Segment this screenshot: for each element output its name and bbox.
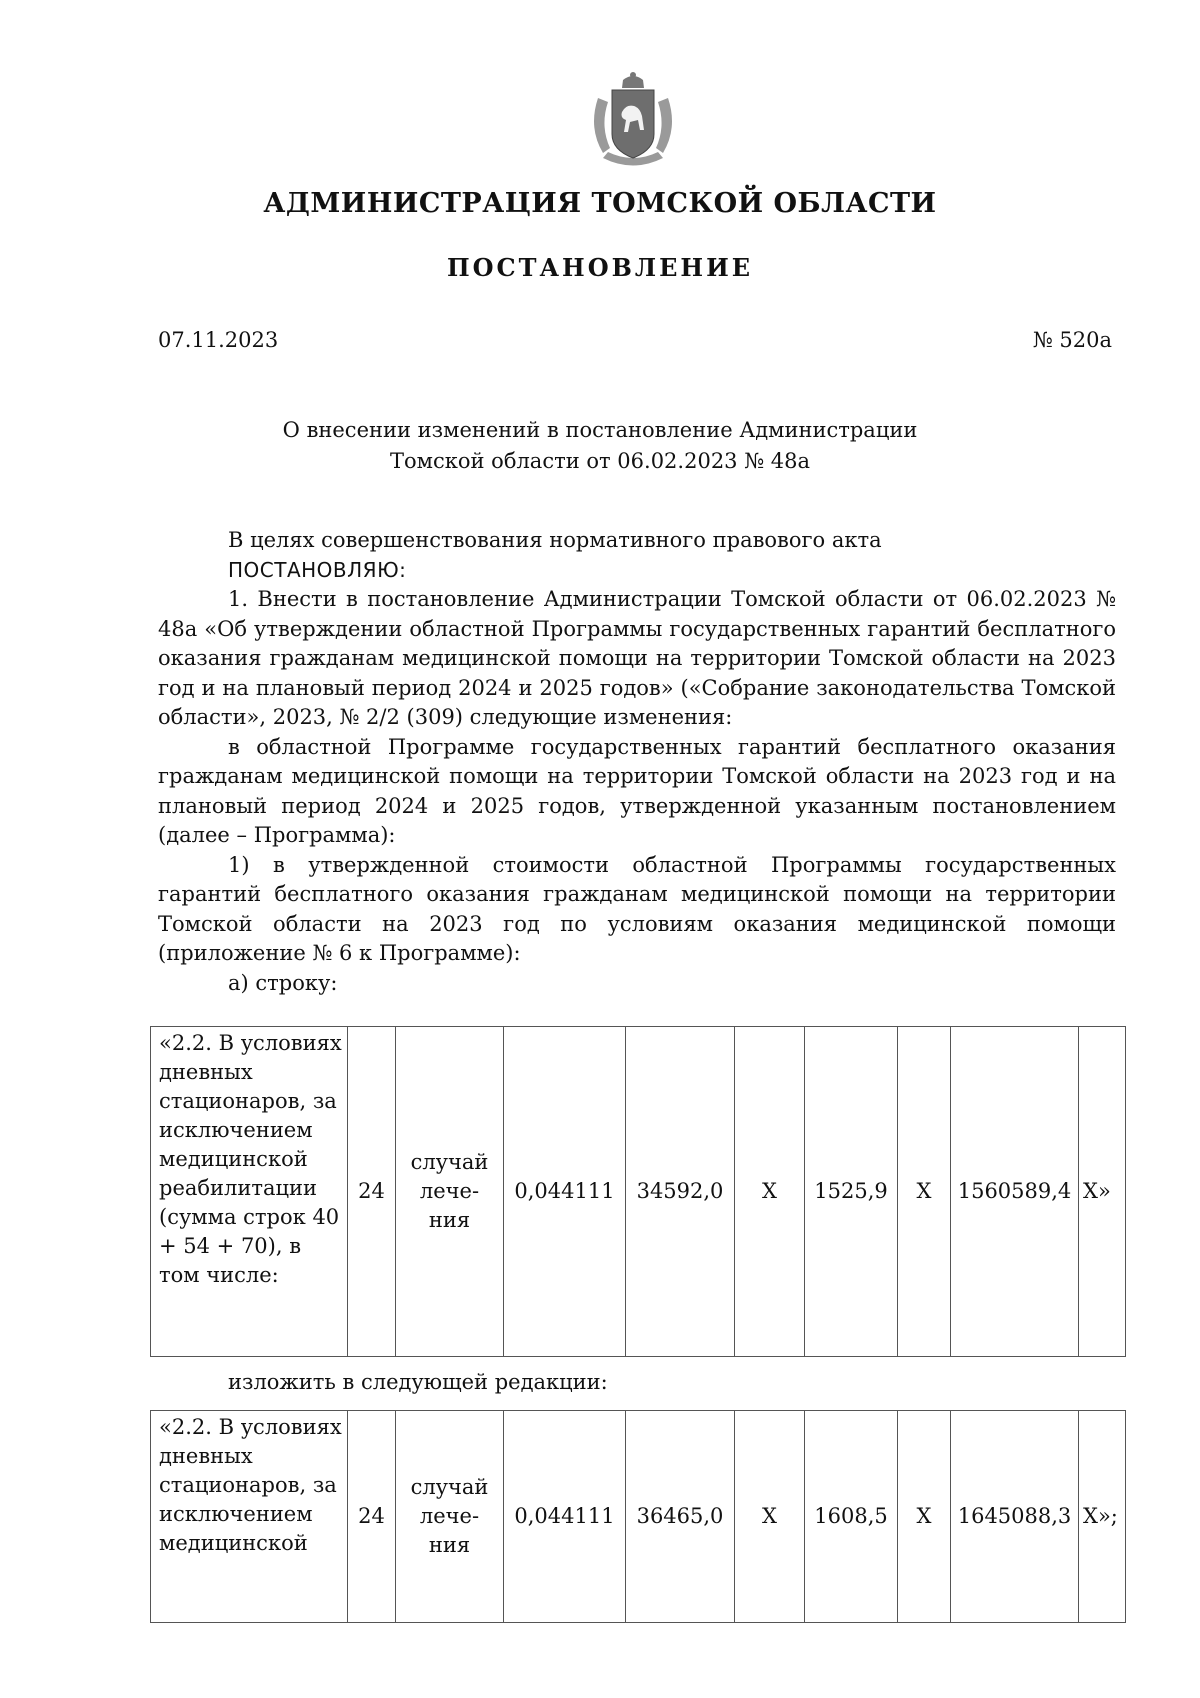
unit-cell: случай лече-ния xyxy=(396,1411,504,1623)
decree-heading: ПОСТАНОВЛЯЮ: xyxy=(228,557,407,582)
new-row-table xyxy=(150,1410,1126,1623)
row-number-cell: 24 xyxy=(348,1411,396,1623)
subject-line-1: О внесении изменений в постановление Администрации xyxy=(282,418,918,442)
document-date: 07.11.2023 xyxy=(158,328,279,352)
volume-cell: 0,044111 xyxy=(504,1027,626,1357)
cost-per-unit-cell: 36465,0 xyxy=(626,1411,735,1623)
organization-title: АДМИНИСТРАЦИЯ ТОМСКОЙ ОБЛАСТИ xyxy=(263,188,937,219)
table-row xyxy=(151,1027,1126,1357)
x-cell: X xyxy=(735,1411,805,1623)
subitem-1-paragraph: 1) в утвержденной стоимости областной Программы государственных гарантий бесплатного оказания гражданам медицинской помощи на территории Томской области на 2023 год по условиям оказания медицинской помощи (приложение № 6 к Программе): xyxy=(158,852,1116,965)
document-type: ПОСТАНОВЛЕНИЕ xyxy=(446,253,754,282)
cost-per-unit-cell: 34592,0 xyxy=(626,1027,735,1357)
per-capita-cell: 1608,5 xyxy=(805,1411,898,1623)
item-1-paragraph: 1. Внести в постановление Администрации Томской области от 06.02.2023 № 48а «Об утверждении областной Программы государственных гарантий бесплатного оказания гражданам медицинской помощи на территории Томской области на 2023 год и на плановый период 2024 и 2025 годов» («Собрание законодательства Томской области», 2023, № 2/2 (309) следующие изменения: xyxy=(158,587,1116,729)
unit-cell: случай лече-ния xyxy=(396,1027,504,1357)
volume-cell: 0,044111 xyxy=(504,1411,626,1623)
x-cell: X xyxy=(735,1027,805,1357)
purpose-paragraph: В целях совершенствования нормативного правового акта xyxy=(228,528,882,552)
per-capita-cell: 1525,9 xyxy=(805,1027,898,1357)
row-name-cell: «2.2. В условиях дневных стационаров, за исключением медицинской реабилитации (сумма строк 40 + 54 + 70), в том числе: xyxy=(151,1027,348,1357)
subitem-a-paragraph: а) строку: xyxy=(228,970,338,995)
coat-of-arms-icon xyxy=(578,68,688,178)
old-row-table xyxy=(150,1026,1126,1357)
x-cell: X xyxy=(898,1411,951,1623)
x-cell: X» xyxy=(1079,1027,1126,1357)
total-cost-cell: 1645088,3 xyxy=(951,1411,1079,1623)
row-name-cell: «2.2. В условиях дневных стационаров, за исключением медицинской xyxy=(151,1411,348,1623)
x-cell: X xyxy=(898,1027,951,1357)
between-tables-text: изложить в следующей редакции: xyxy=(228,1370,608,1394)
document-body xyxy=(158,526,1116,998)
total-cost-cell: 1560589,4 xyxy=(951,1027,1079,1357)
table-row xyxy=(151,1411,1126,1623)
x-cell: X»; xyxy=(1079,1411,1126,1623)
row-number-cell: 24 xyxy=(348,1027,396,1357)
program-paragraph: в областной Программе государственных гарантий бесплатного оказания гражданам медицинской помощи на территории Томской области на 2023 год и на плановый период 2024 и 2025 годов, утвержденной указанным постановлением (далее – Программа): xyxy=(158,734,1116,847)
subject-line-2: Томской области от 06.02.2023 № 48а xyxy=(389,449,811,473)
document-subject xyxy=(0,415,1200,477)
document-number: № 520а xyxy=(1032,328,1112,352)
